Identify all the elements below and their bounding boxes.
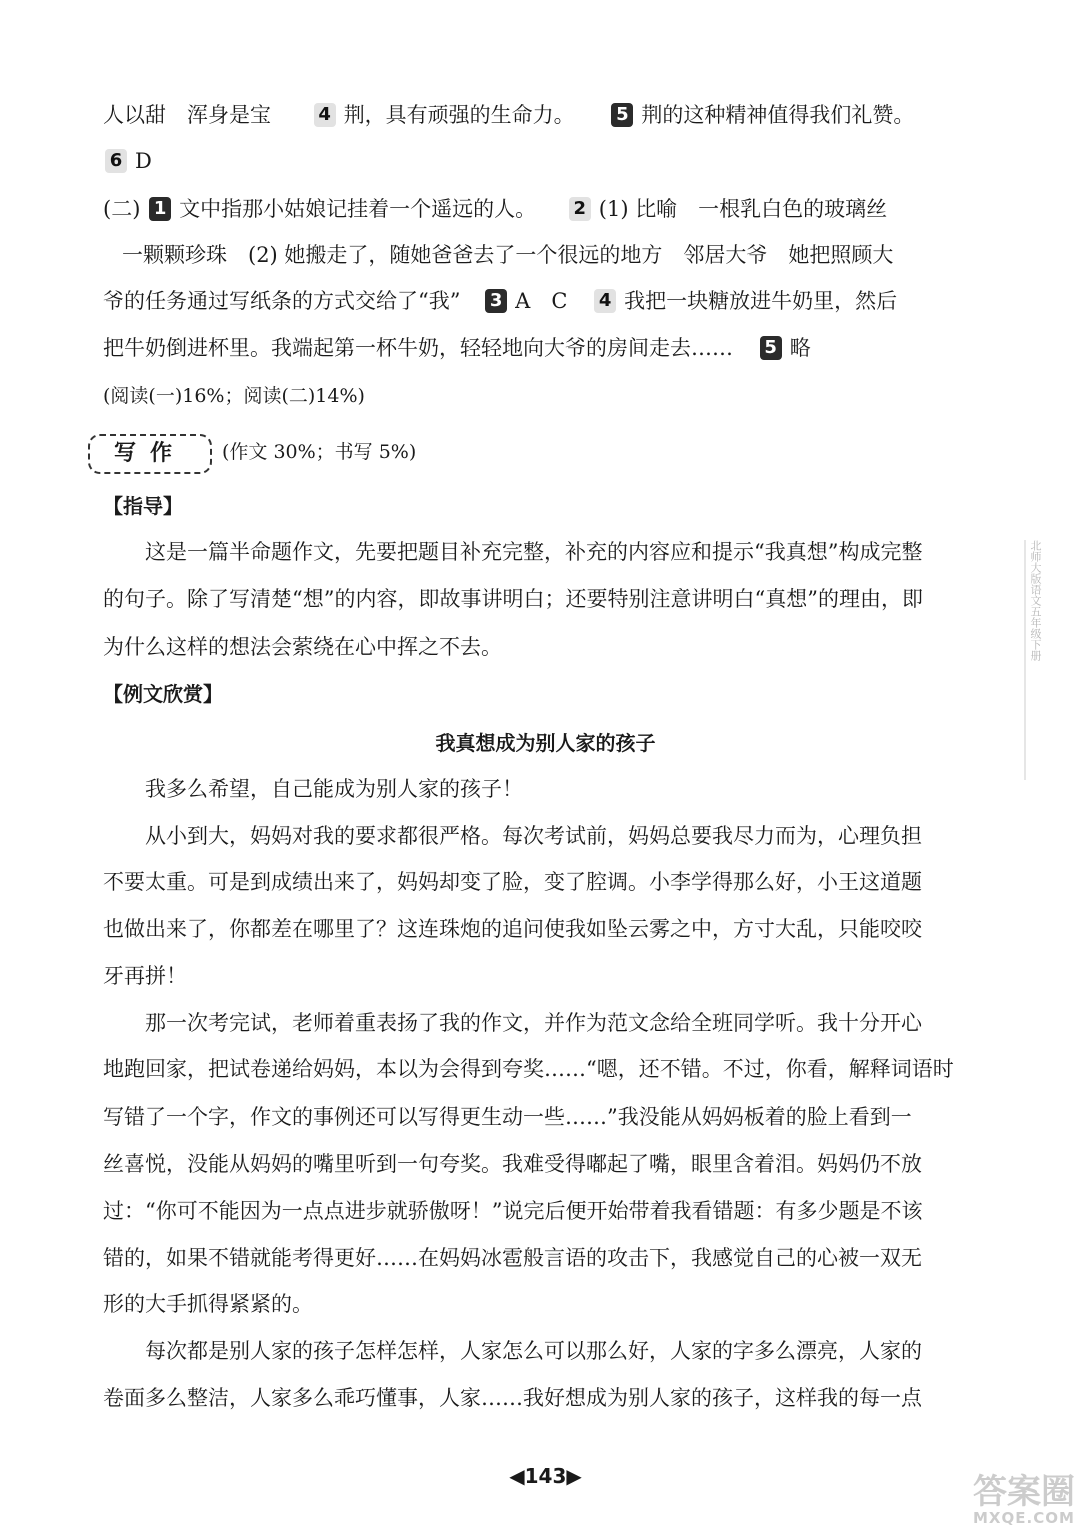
guide-paragraph-line: 这是一篇半命题作文，先要把题目补充完整，补充的内容应和提示“我真想”构成完整 [145, 540, 923, 564]
question-number-badge: 2 [569, 197, 591, 221]
writing-scores: (作文 30%；书写 5%) [222, 441, 417, 463]
guide-paragraph-line: 为什么这样的想法会萦绕在心中挥之不去。 [103, 635, 502, 659]
question-number-badge: 4 [314, 103, 336, 127]
watermark-logo: 答案圈 MXQE.COM [973, 1472, 1075, 1527]
answer-line-5: 爷的任务通过写纸条的方式交给了“我” 3 A C 4 我把一块糖放进牛奶里，然后 [103, 289, 898, 313]
guide-paragraph-line: 的句子。除了写清楚“想”的内容，即故事讲明白；还要特别注意讲明白“真想”的理由，即 [103, 587, 923, 611]
answer-line-2: 6 D [103, 146, 152, 176]
reading-scores: (阅读(一)16%；阅读(二)14%) [103, 385, 365, 407]
essay-line: 错的，如果不错就能考得更好……在妈妈冰雹般言语的攻击下，我感觉自己的心被一双无 [103, 1246, 922, 1270]
question-number-badge: 4 [594, 289, 616, 313]
question-number-badge: 1 [149, 197, 171, 221]
essay-title: 我真想成为别人家的孩子 [435, 731, 656, 755]
essay-line: 从小到大，妈妈对我的要求都很严格。每次考试前，妈妈总要我尽力而为，心理负担 [145, 824, 922, 848]
guide-heading: 【指导】 [103, 494, 183, 518]
essay-line: 丝喜悦，没能从妈妈的嘴里听到一句夸奖。我难受得嘟起了嘴，眼里含着泪。妈妈仍不放 [103, 1152, 922, 1176]
question-number-badge: 6 [105, 149, 127, 173]
essay-line: 那一次考完试，老师着重表扬了我的作文，并作为范文念给全班同学听。我十分开心 [145, 1011, 922, 1035]
essay-line: 不要太重。可是到成绩出来了，妈妈却变了脸，变了腔调。小李学得那么好，小王这道题 [103, 870, 922, 894]
answer-line-1: 人以甜 浑身是宝 4 荆，具有顽强的生命力。 5 荆的这种精神值得我们礼赞。 [103, 103, 915, 127]
essay-line: 形的大手抓得紧紧的。 [103, 1292, 313, 1316]
writing-section-label: 写作 [88, 434, 212, 474]
answer-line-3: (二) 1 文中指那小姑娘记挂着一个遥远的人。 2 (1) 比喻 一根乳白色的玻璃丝 [103, 197, 888, 221]
side-edge-strip: 北师大版语文五年级下册 [1024, 540, 1044, 780]
essay-line: 我多么希望，自己能成为别人家的孩子！ [145, 777, 523, 801]
essay-line: 地跑回家，把试卷递给妈妈，本以为会得到夸奖……“嗯，还不错。不过，你看，解释词语时 [103, 1057, 954, 1081]
question-number-badge: 3 [485, 289, 507, 313]
question-number-badge: 5 [760, 336, 782, 360]
page-number: ◀143▶ [509, 1464, 582, 1488]
essay-line: 也做出来了，你都差在哪里了？这连珠炮的追问使我如坠云雾之中，方寸大乱，只能咬咬 [103, 917, 922, 941]
question-number-badge: 5 [611, 103, 633, 127]
essay-line: 牙再拼！ [103, 964, 187, 988]
answer-line-4: 一颗颗珍珠 (2) 她搬走了，随她爸爸去了一个很远的地方 邻居大爷 她把照顾大 [122, 243, 894, 267]
essay-line: 卷面多么整洁，人家多么乖巧懂事，人家……我好想成为别人家的孩子，这样我的每一点 [103, 1386, 922, 1410]
essay-line: 过：“你可不能因为一点点进步就骄傲呀！”说完后便开始带着我看错题：有多少题是不该 [103, 1199, 923, 1223]
essay-line: 写错了一个字，作文的事例还可以写得更生动一些……”我没能从妈妈板着的脸上看到一 [103, 1105, 912, 1129]
answer-line-6: 把牛奶倒进杯里。我端起第一杯牛奶，轻轻地向大爷的房间走去…… 5 略 [103, 336, 811, 360]
essay-line: 每次都是别人家的孩子怎样怎样，人家怎么可以那么好，人家的字多么漂亮，人家的 [145, 1339, 922, 1363]
example-heading: 【例文欣赏】 [103, 682, 223, 706]
